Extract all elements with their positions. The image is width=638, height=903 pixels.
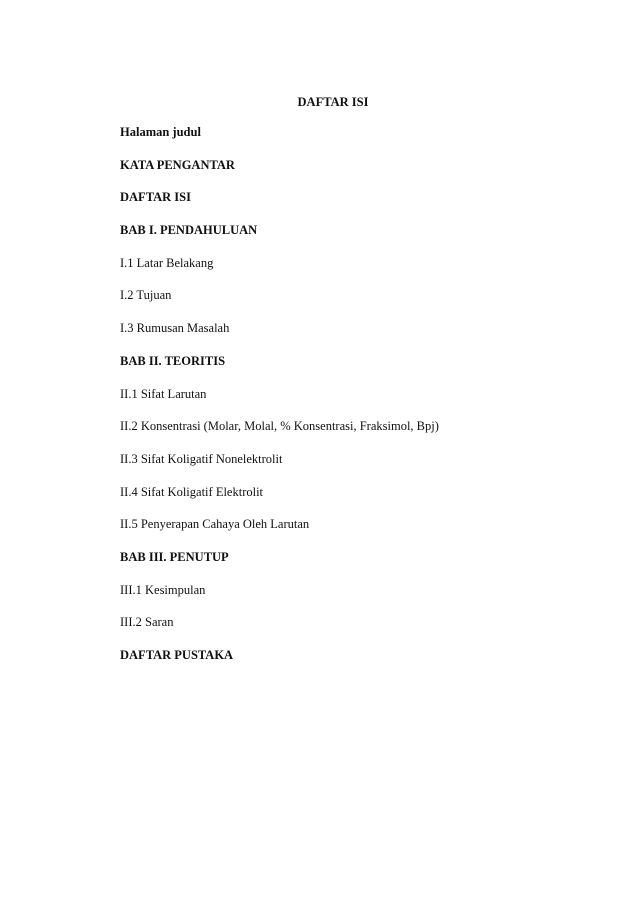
toc-entry-2-4: II.4 Sifat Koligatif Elektrolit [120, 484, 264, 499]
toc-entry-2-5: II.5 Penyerapan Cahaya Oleh Larutan [120, 517, 310, 532]
toc-entry-1-2: I.2 Tujuan [120, 288, 172, 303]
toc-entry-2-3: II.3 Sifat Koligatif Nonelektrolit [120, 451, 283, 466]
toc-entry-halaman-judul: Halaman judul [120, 125, 201, 139]
table-of-contents [120, 124, 439, 680]
toc-entry-bab-2: BAB II. TEORITIS [120, 353, 226, 368]
toc-entry-1-3: I.3 Rumusan Masalah [120, 321, 230, 336]
toc-entry-daftar-isi: DAFTAR ISI [120, 190, 191, 205]
toc-entry-3-2: III.2 Saran [120, 615, 174, 630]
toc-entry-1-1: I.1 Latar Belakang [120, 255, 214, 270]
toc-entry-kata-pengantar: KATA PENGANTAR [120, 157, 235, 172]
toc-entry-daftar-pustaka: DAFTAR PUSTAKA [120, 648, 234, 662]
toc-entry-2-1: II.1 Sifat Larutan [120, 386, 207, 401]
page-title: DAFTAR ISI [297, 95, 369, 109]
toc-entry-3-1: III.1 Kesimpulan [120, 582, 206, 597]
toc-entry-2-2: II.2 Konsentrasi (Molar, Molal, % Konsentrasi, Fraksimol, Bpj) [120, 419, 439, 434]
toc-entry-bab-3: BAB III. PENUTUP [120, 549, 229, 564]
toc-entry-bab-1: BAB I. PENDAHULUAN [120, 223, 258, 238]
